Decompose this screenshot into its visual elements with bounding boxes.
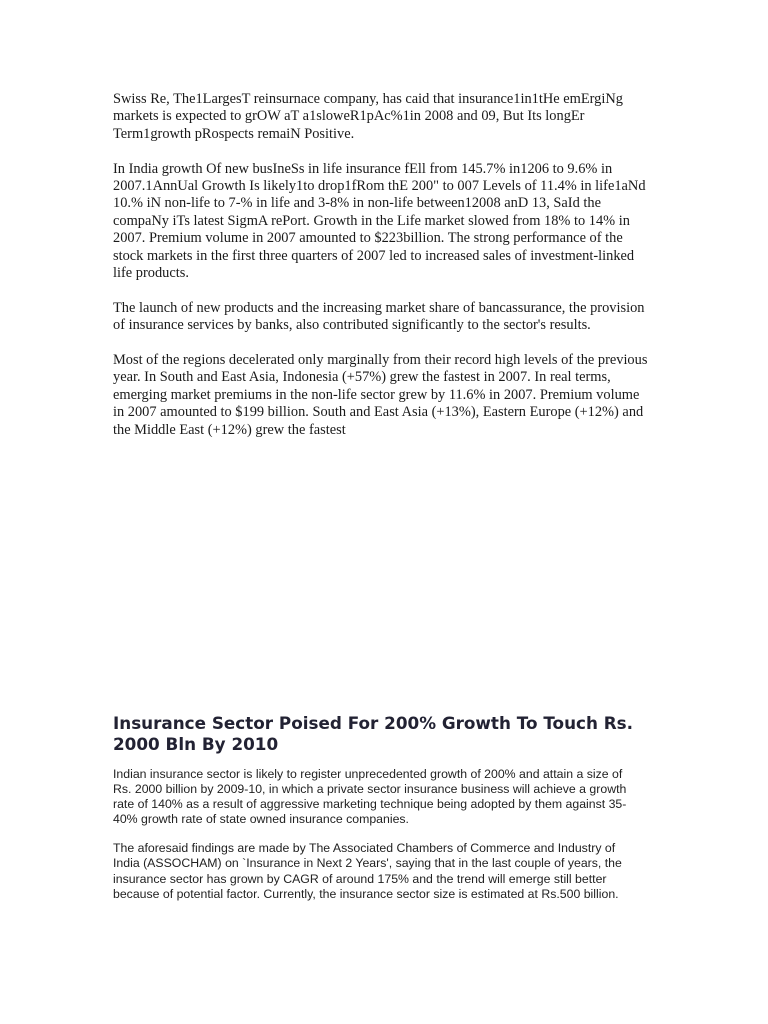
paragraph-swiss-re-intro: Swiss Re, The1LargesT reinsurnace company, has caid that insurance1in1tHe emErgiNg markets is expected to grOW aT a1sloweR1pAc%1in 2008 and 09, But Its longEr Term1growth pRospects remaiN Positive. (113, 91, 623, 142)
paragraph-bancassurance: The launch of new products and the increasing market share of bancassurance, the provision of insurance services by banks, also contributed significantly to the sector's results. (113, 299, 645, 334)
paragraph-assocham-findings: The aforesaid findings are made by The Associated Chambers of Commerce and Industry of India (ASSOCHAM) on `Insurance in Next 2 Years', saying that in the last couple of years, the insurance sector has grown by CAGR of around 175% and the trend will emerge still better because of potential factor. Currently, the insurance sector size is estimated at Rs.500 billion. (113, 841, 622, 901)
paragraph-regions: Most of the regions decelerated only marginally from their record high levels of the previous year. In South and East Asia, Indonesia (+57%) grew the fastest in 2007. In real terms, emerging market premiums in the non-life sector grew by 11.6% in 2007. Premium volume in 2007 amounted to $199 billion. South and East Asia (+13%), Eastern Europe (+12%) and the Middle East (+12%) grew the fastest (113, 352, 648, 438)
paragraph-india-growth: In India growth Of new busIneSs in life insurance fEll from 145.7% in1206 to 9.6% in 2007.1AnnUal Growth Is likely1to drop1fRom thE 200" to 007 Levels of 11.4% in life1aNd 10.% iN non-life to 7-% in life and 3-8% in non-life between12008 anD 13, SaId the compaNy iTs latest SigmA rePort. Growth in the Life market slowed from 18% to 14% in 2007. Premium volume in 2007 amounted to $223billion. The strong performance of the stock markets in the first three quarters of 2007 led to increased sales of investment-linked life products. (113, 160, 646, 282)
swiss-re-report-section (113, 91, 653, 456)
article-heading: Insurance Sector Poised For 200% Growth To Touch Rs. 2000 Bln By 2010 (113, 713, 634, 754)
paragraph-sector-growth: Indian insurance sector is likely to register unprecedented growth of 200% and attain a size of Rs. 2000 billion by 2009-10, in which a private sector insurance business will achieve a growth rate of 140% as a result of aggressive marketing technique being adopted by them against 35-40% growth rate of state owned insurance companies. (113, 767, 627, 827)
assocham-article-body (113, 767, 643, 916)
